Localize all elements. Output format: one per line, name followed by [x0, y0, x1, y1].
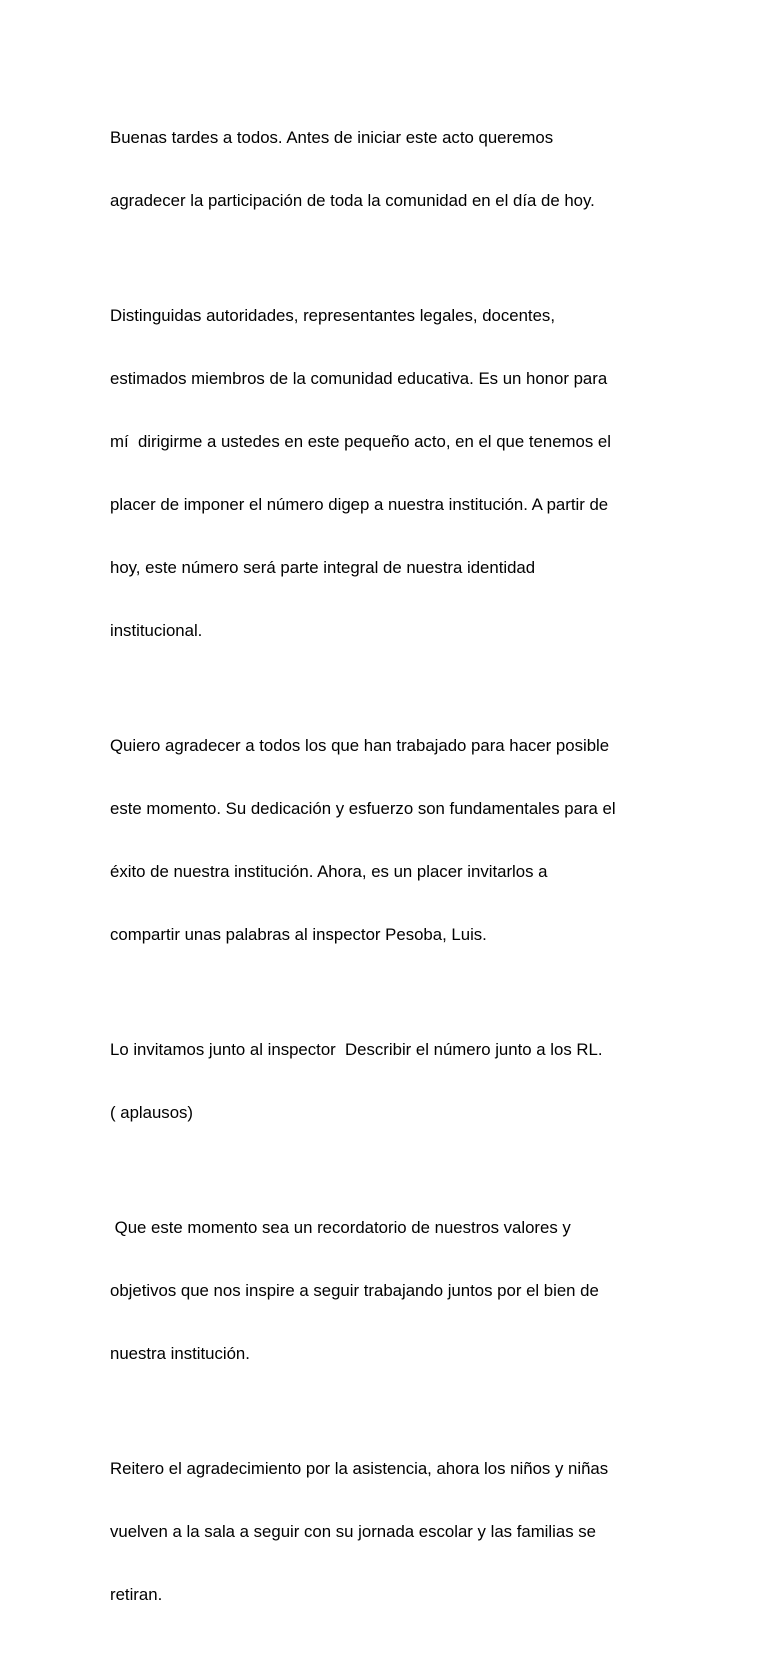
paragraph-values [110, 1175, 660, 1406]
text-line: agradecer la participación de toda la comunidad en el día de hoy. [110, 191, 595, 210]
paragraph-greeting [110, 85, 660, 253]
text-line: Buenas tardes a todos. Antes de iniciar este acto queremos [110, 128, 554, 147]
text-line: vuelven a la sala a seguir con su jornada escolar y las familias se [110, 1522, 596, 1541]
text-line: retiran. [110, 1585, 163, 1604]
document-body [110, 85, 660, 1657]
paragraph-closing [110, 1416, 660, 1647]
text-line: nuestra institución. [110, 1344, 250, 1363]
paragraph-address [110, 263, 660, 683]
text-line: mí dirigirme a ustedes en este pequeño acto, en el que tenemos el [110, 432, 611, 451]
paragraph-thanks [110, 693, 660, 987]
text-line: placer de imponer el número digep a nuestra institución. A partir de [110, 495, 609, 514]
text-line: éxito de nuestra institución. Ahora, es un placer invitarlos a [110, 862, 548, 881]
text-line: hoy, este número será parte integral de nuestra identidad [110, 558, 536, 577]
text-line: compartir unas palabras al inspector Pesoba, Luis. [110, 925, 487, 944]
text-line: Lo invitamos junto al inspector Describir el número junto a los RL. [110, 1040, 603, 1059]
text-line: Distinguidas autoridades, representantes legales, docentes, [110, 306, 555, 325]
text-line: este momento. Su dedicación y esfuerzo son fundamentales para el [110, 799, 616, 818]
text-line: institucional. [110, 621, 203, 640]
text-line: Quiero agradecer a todos los que han trabajado para hacer posible [110, 736, 610, 755]
text-line: objetivos que nos inspire a seguir trabajando juntos por el bien de [110, 1281, 599, 1300]
text-line: ( aplausos) [110, 1103, 194, 1122]
text-line: Reitero el agradecimiento por la asistencia, ahora los niños y niñas [110, 1459, 609, 1478]
text-line: estimados miembros de la comunidad educativa. Es un honor para [110, 369, 608, 388]
text-line: Que este momento sea un recordatorio de nuestros valores y [110, 1218, 571, 1237]
paragraph-invitation [110, 997, 660, 1165]
